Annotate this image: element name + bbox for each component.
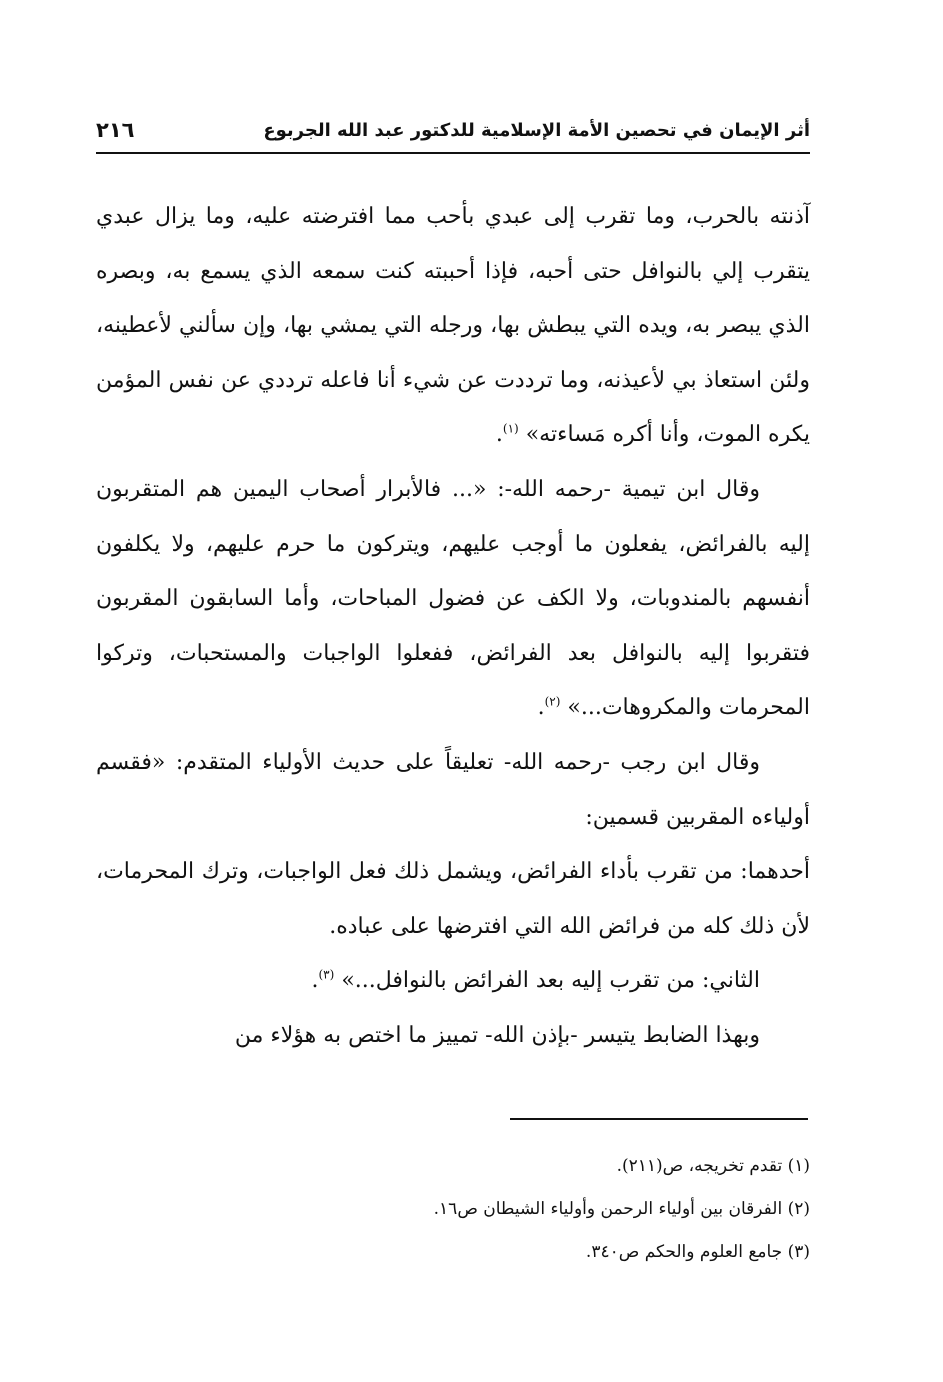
header-title: أثر الإيمان في تحصين الأمة الإسلامية للدكتور عبد الله الجربوع: [263, 119, 810, 141]
footnotes: [96, 1145, 810, 1274]
footnote-3: (٣) جامع العلوم والحكم ص٣٤٠.: [585, 1242, 810, 1262]
footnote-separator: [510, 1118, 808, 1120]
paragraph-criterion: وبهذا الضابط يتيسر -بإذن الله- تمييز ما اختص به هؤلاء من: [234, 1022, 760, 1048]
paragraph-hadith-end: آذنته بالحرب، وما تقرب إلى عبدي بأحب مما افترضته عليه، وما يزال عبدي يتقرب إلي بالنوافل حتى أحبه، فإذا أحببته كنت سمعه الذي يسمع به، وبصره الذي يبصر به، ويده التي يبطش بها، ورجله التي يمشي بها، وإن سألني لأعطينه، ولئن استعاذ بي لأعيذنه، وما ترددت عن شيء أنا فاعله ترددي عن نفس المؤمن يكره الموت، وأنا أكره مَساءته» $^{(١)}$.: [96, 204, 810, 448]
page-number: ٢١٦: [96, 118, 135, 142]
footnote-ref-2: (٢): [544, 695, 561, 710]
footnote-ref-1: (١): [502, 422, 519, 437]
paragraph-ibn-rajab: وقال ابن رجب -رحمه الله- تعليقاً على حديث الأولياء المتقدم: «فقسم أولياءه المقربين قسمين:: [96, 749, 810, 830]
footnote-ref-3: (٣): [318, 967, 335, 982]
main-text: [96, 190, 810, 1064]
paragraph-first-type: أحدهما: من تقرب بأداء الفرائض، ويشمل ذلك فعل الواجبات، وترك المحرمات، لأن ذلك كله من فرائض الله التي افترضها على عباده.: [96, 859, 810, 939]
running-header: [96, 108, 810, 154]
paragraph-ibn-taymiyya: وقال ابن تيمية -رحمه الله-: «... فالأبرار أصحاب اليمين هم المتقربون إليه بالفرائض، يفعلون ما أوجب عليهم، ويتركون ما حرم عليهم، ولا يكلفون أنفسهم بالمندوبات، ولا الكف عن فضول المباحات، وأما السابقون المقربون فتقربوا إليه بالنوافل بعد الفرائض، ففعلوا الواجبات والمستحبات، وتركوا المحرمات والمكروهات...» $^{(٢)}$.: [96, 476, 810, 721]
paragraph-second-type: الثاني: من تقرب إليه بعد الفرائض بالنوافل...» $^{(٣)}$.: [311, 967, 760, 994]
footnote-2: (٢) الفرقان بين أولياء الرحمن وأولياء الشيطان ص١٦.: [433, 1199, 810, 1219]
footnote-1: (١) تقدم تخريجه، ص(٢١١).: [616, 1156, 810, 1176]
